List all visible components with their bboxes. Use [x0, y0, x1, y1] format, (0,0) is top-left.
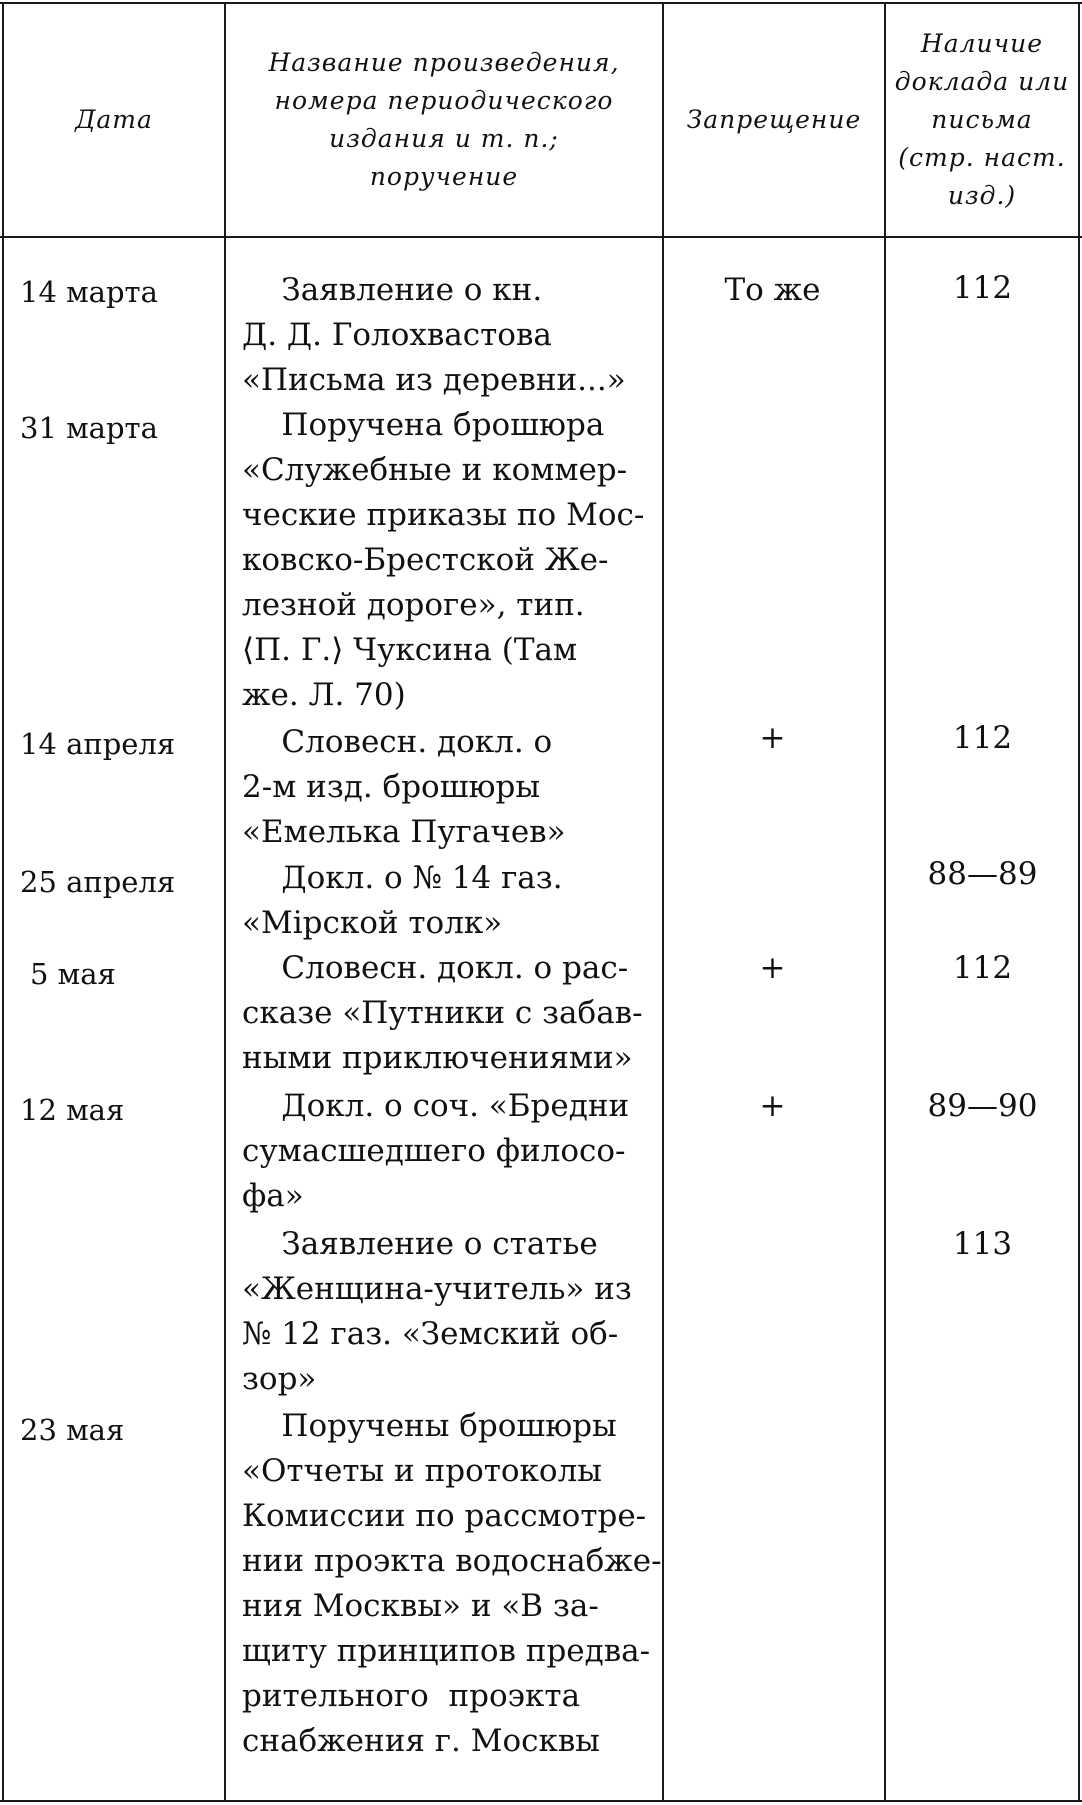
header-bottom-border — [0, 236, 1082, 238]
header-date-label: Дата — [75, 105, 153, 134]
title-line: сказе «Путники с забав- — [242, 995, 643, 1031]
row-title — [242, 1222, 632, 1402]
title-line: «Мірской толк» — [242, 905, 503, 941]
row-date: 5 мая — [30, 957, 116, 991]
header-ref — [886, 4, 1078, 236]
row-date: 23 мая — [20, 1413, 125, 1447]
title-line: Д. Д. Голохвастова — [242, 317, 552, 353]
header-ban — [664, 4, 884, 236]
row-date: 14 апреля — [20, 727, 176, 761]
title-line: нии проэкта водоснабже- — [242, 1543, 662, 1579]
title-line: сумасшедшего филосо- — [242, 1133, 626, 1169]
header-title-line: поручение — [369, 162, 519, 191]
row-title — [242, 856, 563, 946]
table-left-border — [2, 2, 4, 1802]
row-title — [242, 403, 644, 718]
row-title — [242, 720, 566, 855]
title-line: же. Л. 70) — [242, 677, 406, 713]
title-line: Докл. о № 14 газ. — [242, 860, 563, 896]
header-title-line: издания и т. п.; — [329, 124, 559, 153]
title-line: № 12 газ. «Земский об- — [242, 1316, 619, 1352]
row-date: 31 марта — [20, 411, 158, 445]
title-line: ⟨П. Г.⟩ Чуксина (Там — [242, 632, 578, 668]
header-ref-line: письма — [931, 105, 1033, 134]
header-ref-line: доклада или — [894, 67, 1070, 96]
title-line: ковско-Брестской Же- — [242, 542, 609, 578]
row-title — [242, 1404, 662, 1764]
row-ref: 112 — [952, 720, 1013, 756]
table-bottom-border — [0, 1800, 1082, 1802]
row-date: 25 апреля — [20, 865, 176, 899]
row-ref: 113 — [952, 1226, 1013, 1262]
header-ref-line: изд.) — [947, 181, 1017, 210]
title-line: «Служебные и коммер- — [242, 452, 628, 488]
row-date: 14 марта — [20, 275, 158, 309]
header-ref-line: (стр. наст. — [898, 143, 1066, 172]
row-ref: 112 — [952, 950, 1013, 986]
title-line: снабжения г. Москвы — [242, 1723, 600, 1759]
row-title — [242, 1084, 629, 1219]
row-ban: + — [759, 1088, 786, 1124]
header-title-line: номера периодического — [274, 86, 614, 115]
title-line: фа» — [242, 1178, 304, 1214]
header-ref-line: Наличие — [920, 29, 1044, 58]
title-line: «Отчеты и протоколы — [242, 1453, 602, 1489]
title-line: Поручена брошюра — [242, 407, 605, 443]
title-line: «Емелька Пугачев» — [242, 814, 566, 850]
title-line: рительного проэкта — [242, 1678, 581, 1714]
title-line: Комиссии по рассмотре- — [242, 1498, 647, 1534]
row-ref: 88—89 — [927, 856, 1038, 892]
title-line: Докл. о соч. «Бредни — [242, 1088, 630, 1124]
title-line: Заявление о кн. — [242, 272, 543, 308]
title-line: ния Москвы» и «В за- — [242, 1588, 599, 1624]
row-ban: То же — [724, 272, 821, 308]
header-date — [4, 4, 224, 236]
title-line: ческие приказы по Мос- — [242, 497, 645, 533]
title-line: 2-м изд. брошюры — [242, 769, 541, 805]
title-line: зор» — [242, 1361, 317, 1397]
header-title-line: Название произведения, — [268, 48, 620, 77]
title-line: «Письма из деревни...» — [242, 362, 626, 398]
row-ref: 112 — [952, 270, 1013, 306]
row-title — [242, 268, 626, 403]
title-line: Поручены брошюры — [242, 1408, 617, 1444]
title-line: лезной дороге», тип. — [242, 587, 585, 623]
title-line: «Женщина-учитель» из — [242, 1271, 632, 1307]
title-line: Словесн. докл. о — [242, 724, 553, 760]
row-ban: + — [759, 950, 786, 986]
row-ban: + — [759, 720, 786, 756]
title-line: щиту принципов предва- — [242, 1633, 651, 1669]
title-line: ными приключениями» — [242, 1040, 633, 1076]
row-ref: 89—90 — [927, 1088, 1038, 1124]
title-line: Словесн. докл. о рас- — [242, 950, 629, 986]
header-title — [226, 4, 662, 236]
row-title — [242, 946, 643, 1081]
column-divider-2 — [662, 2, 664, 1802]
title-line: Заявление о статье — [242, 1226, 598, 1262]
header-ban-label: Запрещение — [686, 105, 862, 134]
column-divider-1 — [224, 2, 226, 1802]
row-date: 12 мая — [20, 1093, 125, 1127]
